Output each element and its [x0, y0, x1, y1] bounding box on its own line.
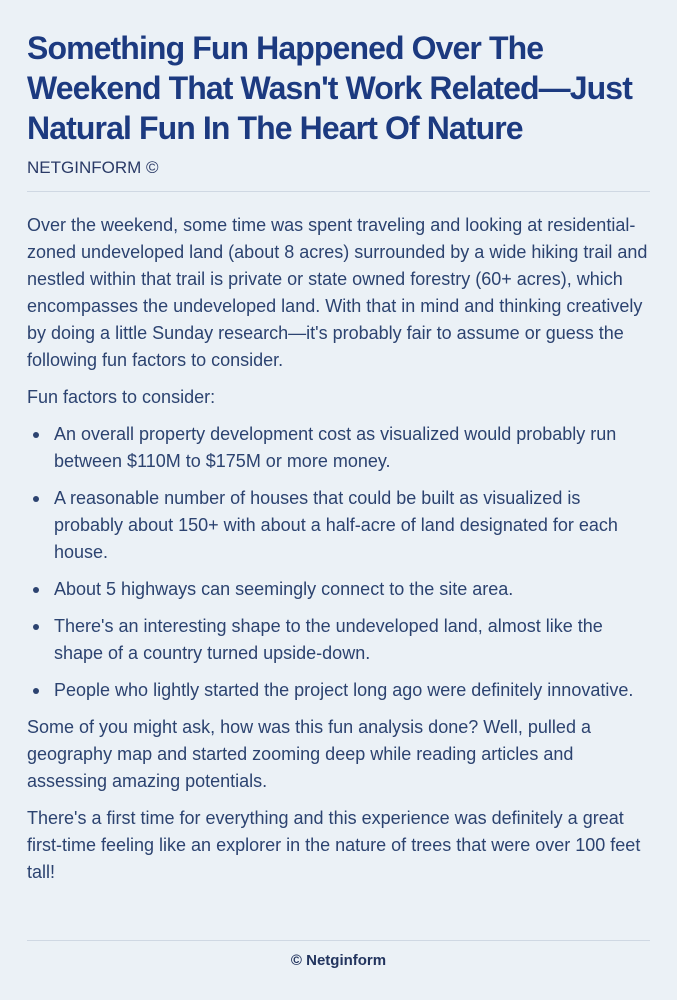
list-heading: Fun factors to consider:	[27, 387, 216, 407]
header-divider	[27, 191, 650, 192]
list-item	[54, 576, 650, 603]
bullet-icon	[33, 587, 39, 593]
list-item	[54, 421, 650, 475]
list-item-text: A reasonable number of houses that could be built as visualized is probably about 150+ with about a half-acre of land designated for each house.	[54, 488, 618, 562]
bullet-icon	[33, 688, 39, 694]
list-item	[54, 613, 650, 667]
bullet-icon	[33, 496, 39, 502]
analysis-paragraph: Some of you might ask, how was this fun analysis done? Well, pulled a geography map and started zooming deep while reading articles and assessing amazing potentials.	[27, 717, 591, 791]
list-item-text: People who lightly started the project long ago were definitely innovative.	[54, 680, 634, 700]
list-item	[54, 485, 650, 566]
footer-divider	[27, 940, 650, 941]
closing-paragraph: There's a first time for everything and this experience was definitely a great first-time feeling like an explorer in the nature of trees that were over 100 feet tall!	[27, 808, 641, 882]
list-item-text: There's an interesting shape to the undeveloped land, almost like the shape of a country turned upside-down.	[54, 616, 603, 663]
list-item	[54, 677, 650, 704]
article-body	[27, 212, 650, 886]
bullet-icon	[33, 624, 39, 630]
bullet-icon	[33, 432, 39, 438]
article-byline: NETGINFORM ©	[27, 158, 159, 177]
article-title: Something Fun Happened Over The Weekend That Wasn't Work Related—Just Natural Fun In The Heart Of Nature	[27, 30, 632, 146]
list-item-text: An overall property development cost as visualized would probably run between $110M to $175M or more money.	[54, 424, 617, 471]
intro-paragraph: Over the weekend, some time was spent traveling and looking at residential-zoned undeveloped land (about 8 acres) surrounded by a wide hiking trail and nestled within that trail is private or state owned forestry (60+ acres), which encompasses the undeveloped land. With that in mind and thinking creatively by doing a little Sunday research—it's probably fair to assume or guess the following fun factors to consider.	[27, 215, 648, 370]
fun-factors-list	[27, 421, 650, 704]
footer-copyright: © Netginform	[290, 952, 387, 969]
list-item-text: About 5 highways can seemingly connect to the site area.	[54, 579, 514, 599]
